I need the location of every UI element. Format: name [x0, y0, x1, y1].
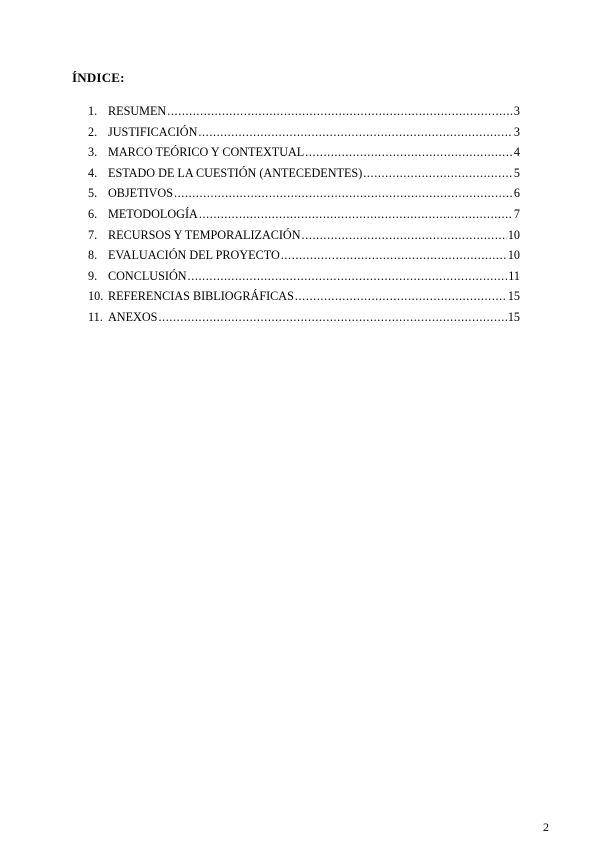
toc-entry-number: 10.: [88, 289, 104, 304]
toc-entry-referencias[interactable]: [88, 289, 520, 310]
toc-entry-number: 2.: [88, 124, 98, 139]
toc-entry-page: 11: [508, 268, 520, 283]
toc-entry-page: 4: [513, 145, 520, 160]
toc-entry-page: 6: [513, 186, 520, 201]
toc-entry-label: JUSTIFICACIÓN: [108, 124, 198, 139]
toc-entry-page: 3: [513, 104, 520, 118]
toc-entry-label: CONCLUSIÓN: [108, 268, 187, 283]
toc-entry-label: EVALUACIÓN DEL PROYECTO: [108, 248, 280, 263]
toc-entry-marco-teorico[interactable]: [88, 145, 520, 166]
toc-entry-number: 8.: [88, 248, 98, 263]
toc-dot-leader: [199, 207, 513, 222]
toc-dot-leader: [295, 289, 507, 304]
toc-dot-leader: [198, 125, 513, 140]
toc-entry-number: 4.: [88, 165, 98, 180]
toc-entry-page: 15: [507, 289, 520, 304]
table-of-contents: [88, 104, 520, 331]
toc-dot-leader: [174, 186, 513, 201]
toc-entry-label: ESTADO DE LA CUESTIÓN (ANTECEDENTES): [108, 165, 363, 180]
toc-entry-page: 5: [513, 165, 520, 180]
toc-dot-leader: [158, 310, 506, 325]
toc-entry-label: RESUMEN: [108, 104, 167, 118]
toc-entry-recursos[interactable]: [88, 228, 520, 249]
toc-entry-justificacion[interactable]: [88, 125, 520, 146]
toc-dot-leader: [281, 248, 507, 263]
toc-entry-evaluacion[interactable]: [88, 248, 520, 269]
toc-entry-label: REFERENCIAS BIBLIOGRÁFICAS: [108, 289, 294, 304]
toc-entry-label: OBJETIVOS: [108, 186, 174, 201]
toc-dot-leader: [302, 228, 507, 243]
toc-entry-estado-cuestion[interactable]: [88, 166, 520, 187]
toc-entry-number: 7.: [88, 227, 98, 242]
toc-entry-conclusion[interactable]: [88, 269, 520, 290]
toc-entry-label: MARCO TEÓRICO Y CONTEXTUAL: [108, 145, 305, 160]
toc-entry-objetivos[interactable]: [88, 186, 520, 207]
toc-dot-leader: [188, 269, 508, 284]
toc-entry-label: METODOLOGÍA: [108, 206, 198, 221]
toc-entry-number: 11.: [88, 309, 103, 324]
toc-entry-anexos[interactable]: [88, 310, 520, 331]
toc-entry-number: 3.: [88, 145, 98, 160]
toc-entry-page: 7: [513, 206, 520, 221]
toc-dot-leader: [305, 145, 513, 160]
toc-entry-number: 1.: [88, 104, 98, 118]
toc-entry-page: 3: [513, 124, 520, 139]
page-title: ÍNDICE:: [72, 70, 125, 85]
toc-entry-label: RECURSOS Y TEMPORALIZACIÓN: [108, 227, 301, 242]
toc-entry-page: 10: [507, 248, 520, 263]
toc-entry-number: 6.: [88, 206, 98, 221]
toc-dot-leader: [167, 104, 513, 119]
toc-entry-page: 10: [507, 227, 520, 242]
toc-dot-leader: [363, 166, 513, 181]
toc-entry-number: 5.: [88, 186, 98, 201]
toc-entry-label: ANEXOS: [108, 309, 158, 324]
toc-entry-resumen[interactable]: [88, 104, 520, 125]
toc-entry-number: 9.: [88, 268, 98, 283]
toc-entry-page: 15: [507, 309, 520, 324]
page-number: 2: [543, 820, 549, 834]
toc-entry-metodologia[interactable]: [88, 207, 520, 228]
